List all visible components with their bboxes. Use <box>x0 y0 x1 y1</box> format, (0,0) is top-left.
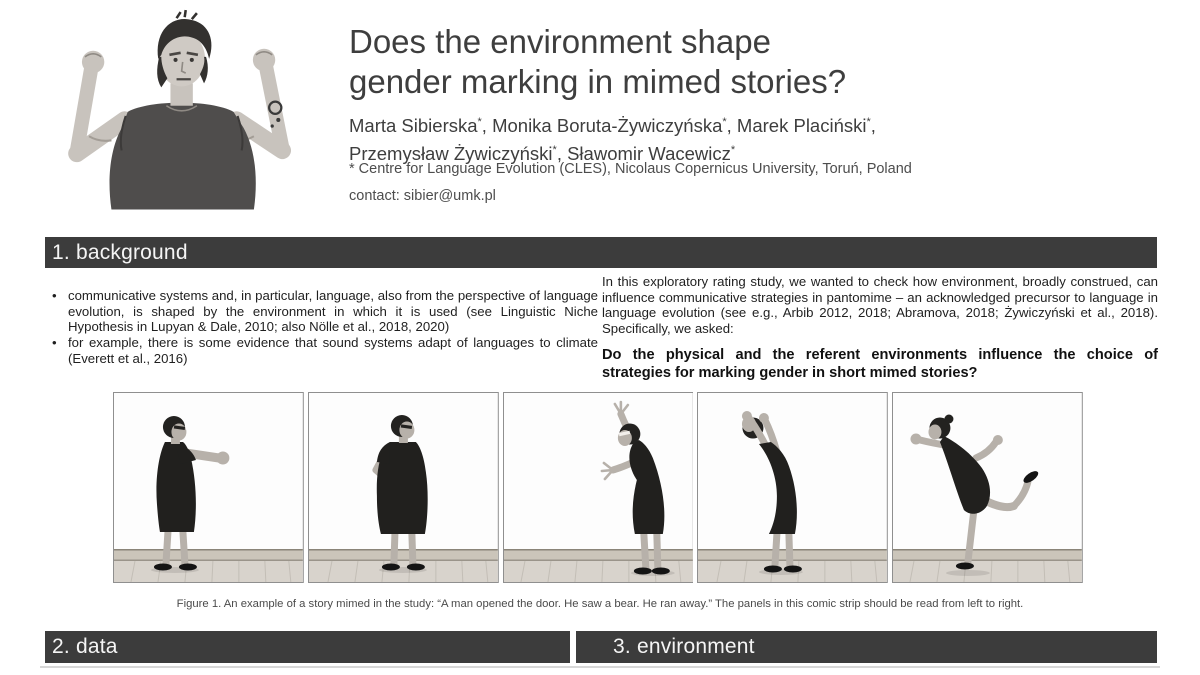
author-asterisk: * <box>552 144 557 157</box>
author-asterisk: * <box>730 144 736 157</box>
author-separator: , <box>870 115 876 137</box>
section-heading-data-label: 2. data <box>52 635 118 658</box>
bullet-text: communicative systems and, in particular, language, also from the perspective of language evolution, is shaped by the environment in which it is used (see Linguistic Niche Hypothesis in Lupyan & Dale, 2010; also Nölle et al., 2018, 2020) <box>68 288 598 335</box>
comic-panel-2 <box>308 392 499 583</box>
section-heading-environment-label: 3. environment <box>613 635 755 658</box>
affiliation-line: * Centre for Language Evolution (CLES), Nicolaus Copernicus University, Toruń, Poland <box>349 161 912 177</box>
mime-stands-arm-on-hip-icon <box>308 392 499 583</box>
section-heading-data <box>45 631 570 663</box>
poster-title <box>349 22 1169 102</box>
author-name: Przemysław Żywiczyński <box>349 143 553 165</box>
mime-startled-icon <box>697 392 888 583</box>
author-list <box>349 110 1169 166</box>
flexing-person-icon <box>28 6 318 210</box>
author-asterisk: * <box>722 116 727 128</box>
background-bullet-list <box>45 288 598 367</box>
comic-panel-1 <box>113 392 304 583</box>
section-heading-background-label: 1. background <box>52 240 188 264</box>
author-name: , Marek Placiński <box>726 115 867 137</box>
author-line-1 <box>349 110 1169 138</box>
poster-title-line1: Does the environment shape <box>349 23 771 60</box>
author-name: , Sławomir Wacewicz <box>556 143 731 165</box>
section-heading-environment <box>576 631 1157 663</box>
author-name: Marta Sibierska <box>349 115 478 137</box>
list-item <box>45 288 598 335</box>
author-asterisk: * <box>866 116 871 128</box>
bullet-icon: • <box>52 335 57 351</box>
poster-title-line2: gender marking in mimed stories? <box>349 63 847 100</box>
contact-line: contact: sibier@umk.pl <box>349 188 496 204</box>
author-name: , Monika Boruta-Żywiczyńska <box>481 115 723 137</box>
section-heading-background <box>45 237 1157 268</box>
mime-runs-away-icon <box>892 392 1083 583</box>
comic-panel-3 <box>503 392 694 583</box>
research-question: Do the physical and the referent environments influence the choice of strategies for marking gender in short mimed stories? <box>602 346 1158 382</box>
mime-opens-door-icon <box>113 392 304 583</box>
figure-1-caption: Figure 1. An example of a story mimed in the study: “A man opened the door. He saw a bear. He ran away.” The panels in this comic strip should be read from left to right. <box>176 598 1024 610</box>
mime-as-bear-icon <box>503 392 694 583</box>
bullet-icon: • <box>52 288 57 303</box>
bullet-text: for example, there is some evidence that sound systems adapt of languages to climate (Everett et al., 2016) <box>68 335 598 366</box>
comic-panel-4 <box>697 392 888 583</box>
figure-1-comic-strip <box>113 392 1083 583</box>
flexing-person-illustration <box>28 6 318 208</box>
comic-panel-5 <box>892 392 1083 583</box>
background-intro-paragraph: In this exploratory rating study, we wanted to check how environment, broadly construed, can influence communicative strategies in pantomime – an acknowledged precursor to language in language evolution (see e.g., Arbib 2012, 2018; Abramova, 2018; Żywiczyński et al., 2018). Specifically, we asked: <box>602 274 1158 337</box>
list-item <box>45 335 598 366</box>
author-asterisk: * <box>477 116 482 128</box>
bottom-divider-line <box>40 666 1160 668</box>
background-intro-column <box>602 274 1158 383</box>
